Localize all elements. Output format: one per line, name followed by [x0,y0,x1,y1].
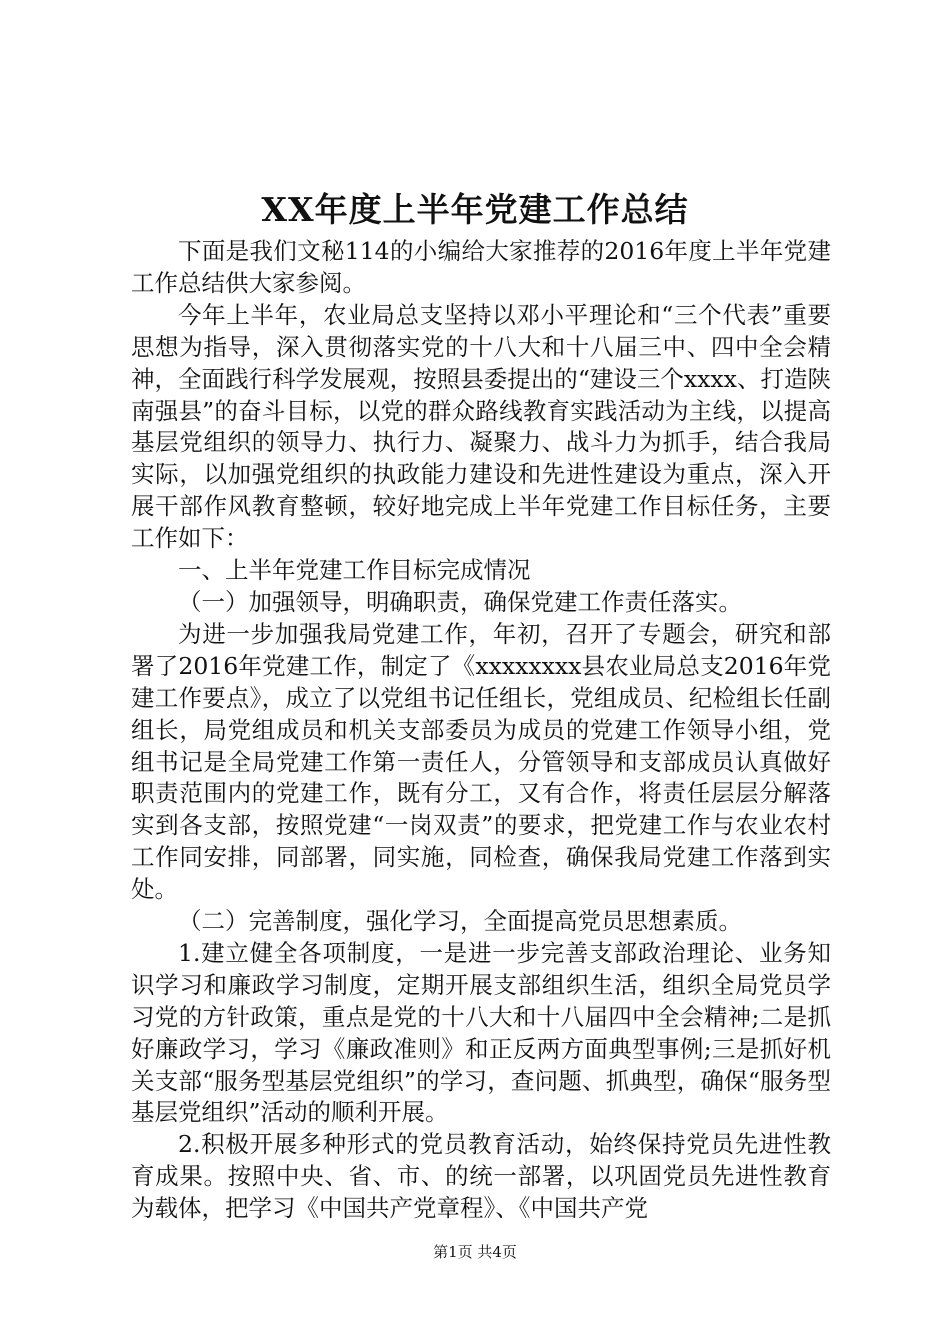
subsection-heading-2: （二）完善制度，强化学习，全面提高党员思想素质。 [178,907,742,936]
page-footer: 第1页 共4页 [433,1243,517,1261]
section-heading-1: 一、上半年党建工作目标完成情况 [178,556,531,585]
paragraph-intro: 下面是我们文秘114的小编给大家推荐的2016年度上半年党建工作总结供大家参阅。 [131,237,831,297]
paragraph-overview: 今年上半年，农业局总支坚持以邓小平理论和“三个代表”重要思想为指导，深入贯彻落实党的十八大和十八届三中、四中全会精神，全面践行科学发展观，按照县委提出的“建设三个xxxx、打造陕南强县”的奋斗目标，以党的群众路线教育实践活动为主线，以提高基层党组织的领导力、执行力、凝聚力、战斗力为抓手，结合我局实际，以加强党组织的执政能力建设和先进性建设为重点，深入开展干部作风教育整顿，较好地完成上半年党建工作目标任务，主要工作如下： [131,300,831,553]
document-body [131,236,831,1225]
subsection-heading-1: （一）加强领导，明确职责，确保党建工作责任落实。 [178,587,742,616]
paragraph-education: 2.积极开展多种形式的党员教育活动，始终保持党员先进性教育成果。按照中央、省、市、的统一部署，以巩固党员先进性教育为载体，把学习《中国共产党章程》、《中国共产党 [131,1130,831,1223]
document-title: XX年度上半年党建工作总结 [261,190,689,229]
paragraph-systems: 1.建立健全各项制度，一是进一步完善支部政治理论、业务知识学习和廉政学习制度，定期开展支部组织生活，组织全局党员学习党的方针政策，重点是党的十八大和十八届四中全会精神;二是抓好廉政学习，学习《廉政准则》和正反两方面典型事例;三是抓好机关支部“服务型基层党组织”的学习，查问题、抓典型，确保“服务型基层党组织”活动的顺利开展。 [131,938,831,1127]
paragraph-leadership: 为进一步加强我局党建工作，年初，召开了专题会，研究和部署了2016年党建工作，制定了《xxxxxxxx县农业局总支2016年党建工作要点》，成立了以党组书记任组长，党组成员、纪检组长任副组长，局党组成员和机关支部委员为成员的党建工作领导小组，党组书记是全局党建工作第一责任人，分管领导和支部成员认真做好职责范围内的党建工作，既有分工，又有合作，将责任层层分解落实到各支部，按照党建“一岗双责”的要求，把党建工作与农业农村工作同安排，同部署，同实施，同检查，确保我局党建工作落到实处。 [131,619,831,904]
